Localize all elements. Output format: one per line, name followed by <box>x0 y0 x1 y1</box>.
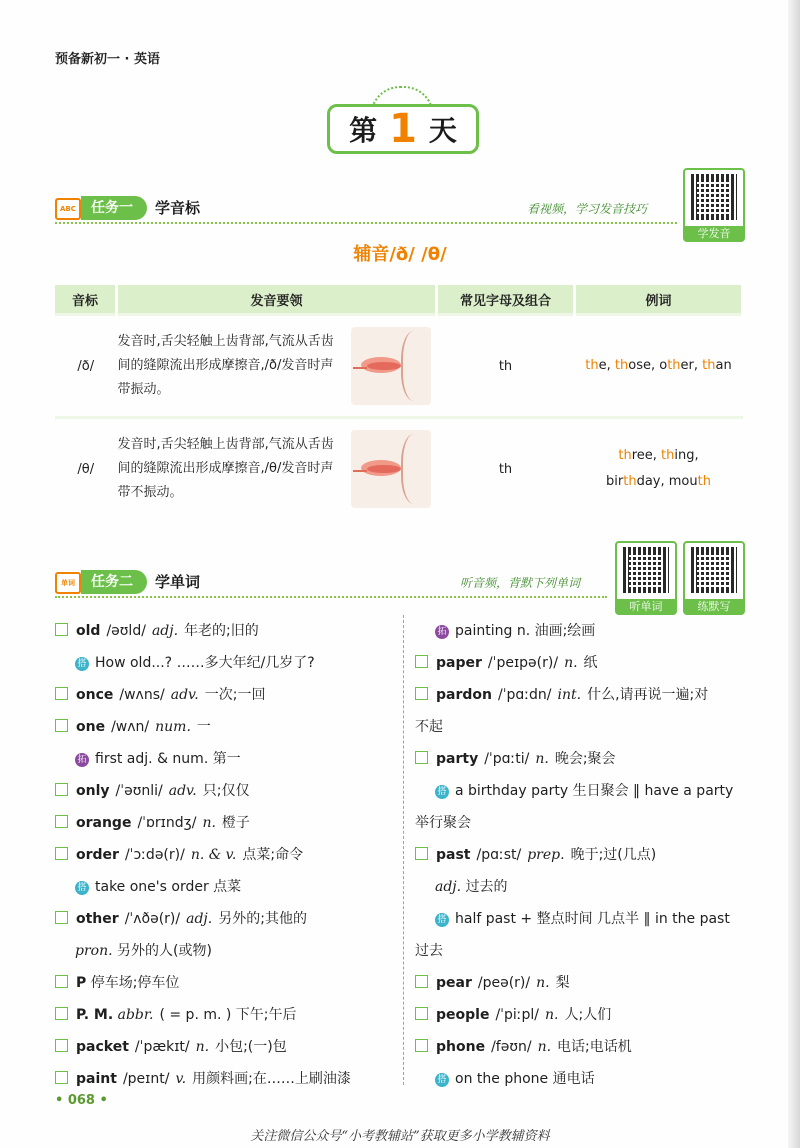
part-of-speech: adv. <box>168 783 197 799</box>
table-header-row <box>55 285 743 315</box>
qr-label-dictation[interactable]: 练默写 <box>683 599 745 615</box>
part-of-speech: int. <box>557 687 582 703</box>
collocation-tag-icon: 搭 <box>75 881 89 895</box>
checkbox[interactable] <box>415 1039 428 1052</box>
example-highlight: th <box>585 358 599 373</box>
list-item <box>415 967 750 999</box>
word: party <box>436 751 479 767</box>
extension-tag-icon: 拓 <box>75 753 89 767</box>
qr-code-pronunciation[interactable] <box>683 168 745 230</box>
collocation-tag-icon: 搭 <box>435 913 449 927</box>
list-item <box>55 839 395 871</box>
phrase: first adj. & num. 第一 <box>95 751 241 767</box>
word: P. M. <box>76 1007 114 1023</box>
list-item <box>415 647 750 679</box>
part-of-speech: abbr. <box>117 1007 154 1023</box>
table-row <box>55 418 743 520</box>
meaning: 年老的;旧的 <box>184 623 259 639</box>
extension-tag-icon: 拓 <box>435 625 449 639</box>
word: pear <box>436 975 472 991</box>
phrase: 举行聚会 <box>415 815 471 831</box>
task1-title: 学音标 <box>155 199 201 217</box>
part-of-speech: prep. <box>527 847 565 863</box>
th-description: 发音要领 <box>117 285 437 315</box>
meaning: 不起 <box>415 719 443 735</box>
part-of-speech: adj. <box>151 623 179 639</box>
page-number: • 068 • <box>55 1093 108 1108</box>
word: packet <box>76 1039 129 1055</box>
letters-cell: th <box>437 315 575 418</box>
qr-code-listen[interactable] <box>615 541 677 603</box>
phonetic: /ˈpɑːdn/ <box>497 687 552 703</box>
part-of-speech: n. <box>202 815 216 831</box>
qr-label-listen[interactable]: 听单词 <box>615 599 677 615</box>
example-text: er, <box>680 358 703 373</box>
phrase: half past + 整点时间 几点半 ‖ in the past <box>455 911 730 927</box>
checkbox[interactable] <box>55 1007 68 1020</box>
word: order <box>76 847 119 863</box>
abc-icon: ABC <box>55 198 81 220</box>
examples-cell <box>575 418 743 520</box>
continuation-line <box>415 935 750 967</box>
meaning: 停车场;停车位 <box>90 975 180 991</box>
part-of-speech: n. <box>195 1039 210 1055</box>
footer-note: 关注微信公众号“小考教辅站”获取更多小学教辅资料 <box>250 1129 550 1144</box>
meaning: 橙子 <box>221 815 250 831</box>
word: past <box>436 847 471 863</box>
continuation-line <box>415 807 750 839</box>
meaning: 小包;(一)包 <box>215 1039 287 1055</box>
list-item <box>55 711 395 743</box>
vocab-right-column <box>415 615 750 1095</box>
meaning: 一次;一回 <box>204 687 266 703</box>
meaning: 人;人们 <box>564 1007 612 1023</box>
example-text: an <box>715 358 732 373</box>
qr-label-pronunciation[interactable]: 学发音 <box>683 226 745 242</box>
description-cell <box>117 418 437 520</box>
phonetic: /wʌns/ <box>119 687 165 703</box>
phonetic: /peɪnt/ <box>122 1071 170 1087</box>
checkbox[interactable] <box>415 751 428 764</box>
word: P <box>76 975 87 991</box>
meaning: ( = p. m. ) 下午;午后 <box>159 1007 297 1023</box>
checkbox[interactable] <box>415 847 428 860</box>
task1-label: 任务一 <box>81 196 147 220</box>
phrase: painting n. 油画;绘画 <box>455 623 596 639</box>
phrase: How old...? ……多大年纪/几岁了? <box>95 655 315 671</box>
phonetic: /ˈɔːdə(r)/ <box>124 847 185 863</box>
day-suffix: 天 <box>428 114 457 147</box>
sub-item <box>55 935 395 967</box>
qr-pattern <box>691 174 737 220</box>
list-item <box>415 743 750 775</box>
meaning: 点菜;命令 <box>242 847 304 863</box>
task2-title: 学单词 <box>155 573 201 591</box>
list-item <box>55 999 395 1031</box>
description-cell <box>117 315 437 418</box>
example-highlight: th <box>697 474 711 489</box>
meaning: 晚会;聚会 <box>554 751 616 767</box>
sub-item <box>415 871 750 903</box>
phonetic: /ˈɒrɪndʒ/ <box>137 815 197 831</box>
example-highlight: th <box>702 358 716 373</box>
vocab-icon: 单词 <box>55 572 81 594</box>
mouth-diagram-image <box>351 430 431 508</box>
part-of-speech: adj. <box>435 879 462 895</box>
word: once <box>76 687 114 703</box>
task2-label: 任务二 <box>81 570 147 594</box>
th-examples: 例词 <box>575 285 743 315</box>
meaning: 什么,请再说一遍;对 <box>587 687 709 703</box>
meaning: 过去的 <box>465 879 508 895</box>
checkbox[interactable] <box>55 1071 68 1084</box>
list-item <box>415 1031 750 1063</box>
checkbox[interactable] <box>415 687 428 700</box>
example-highlight: th <box>623 474 637 489</box>
checkbox[interactable] <box>55 847 68 860</box>
phonetic: /ˈpiːpl/ <box>495 1007 540 1023</box>
list-item <box>55 775 395 807</box>
meaning: 梨 <box>555 975 570 991</box>
checkbox[interactable] <box>55 719 68 732</box>
day-prefix: 第 <box>349 114 378 147</box>
qr-pattern <box>623 547 669 593</box>
list-item <box>55 807 395 839</box>
page-number-text: 068 <box>67 1093 95 1108</box>
sub-item <box>415 903 750 935</box>
phonetic: /fəʊn/ <box>491 1039 532 1055</box>
list-item <box>55 967 395 999</box>
list-item <box>415 839 750 871</box>
word: orange <box>76 815 132 831</box>
example-highlight: th <box>618 448 632 463</box>
examples-cell <box>575 315 743 418</box>
part-of-speech: n. & v. <box>190 847 237 863</box>
description-text: 发音时,舌尖轻触上齿背部,气流从舌齿间的缝隙流出形成摩擦音,/θ/发音时声带不振动。 <box>117 437 334 500</box>
meaning: 电话;电话机 <box>557 1039 632 1055</box>
meaning: 晚于;过(几点) <box>570 847 657 863</box>
phonetic: /ˈpɑːti/ <box>484 751 530 767</box>
list-item <box>415 679 750 711</box>
list-item <box>55 1031 395 1063</box>
qr-pattern <box>691 547 737 593</box>
list-item <box>55 679 395 711</box>
phonetic: /ˈpeɪpə(r)/ <box>487 655 559 671</box>
part-of-speech: adj. <box>186 911 213 927</box>
collocation-tag-icon: 搭 <box>435 785 449 799</box>
checkbox[interactable] <box>55 687 68 700</box>
meaning: 另外的;其他的 <box>218 911 307 927</box>
example-text: day, mou <box>636 474 698 489</box>
running-header: 预备新初一 · 英语 <box>55 52 160 67</box>
collocation-tag-icon: 搭 <box>435 1073 449 1087</box>
word: old <box>76 623 101 639</box>
word: paint <box>76 1071 117 1087</box>
part-of-speech: n. <box>536 975 550 991</box>
part-of-speech: n. <box>535 751 549 767</box>
phonetic: /əʊld/ <box>106 623 146 639</box>
meaning: 纸 <box>583 655 598 671</box>
meaning: 一 <box>196 719 211 735</box>
day-badge <box>327 104 479 154</box>
qr-code-dictation[interactable] <box>683 541 745 603</box>
list-item <box>55 1063 395 1095</box>
example-highlight: th <box>667 358 681 373</box>
word: other <box>76 911 119 927</box>
sub-item <box>415 1063 750 1095</box>
task1-hint: 看视频，学习发音技巧 <box>527 202 648 216</box>
phrase: 过去 <box>415 943 443 959</box>
symbol-cell: /θ/ <box>55 418 117 520</box>
letters-cell: th <box>437 418 575 520</box>
page-edge <box>788 0 800 1148</box>
example-highlight: th <box>661 448 675 463</box>
word: pardon <box>436 687 492 703</box>
word: only <box>76 783 110 799</box>
task2-hint: 听音频，背默下列单词 <box>460 576 581 590</box>
word: people <box>436 1007 490 1023</box>
th-letters: 常见字母及组合 <box>437 285 575 315</box>
part-of-speech: n. <box>537 1039 552 1055</box>
meaning: 另外的人(或物) <box>117 943 212 959</box>
part-of-speech: adv. <box>170 687 199 703</box>
description-text: 发音时,舌尖轻触上齿背部,气流从舌齿间的缝隙流出形成摩擦音,/ð/发音时声带振动。 <box>117 334 334 397</box>
phonetic-table <box>55 285 744 519</box>
checkbox[interactable] <box>55 975 68 988</box>
checkbox[interactable] <box>55 1039 68 1052</box>
phrase: a birthday party 生日聚会 ‖ have a party <box>455 783 734 799</box>
list-item <box>55 903 395 935</box>
sub-item <box>55 871 395 903</box>
sub-item <box>415 775 750 807</box>
meaning: 用颜料画;在……上刷油漆 <box>192 1071 351 1087</box>
checkbox[interactable] <box>415 1007 428 1020</box>
phrase: take one's order 点菜 <box>95 879 242 895</box>
collocation-tag-icon: 搭 <box>75 657 89 671</box>
phonetic: /ˈʌðə(r)/ <box>124 911 181 927</box>
phonetic: /ˈpækɪt/ <box>134 1039 190 1055</box>
vocab-left-column <box>55 615 395 1095</box>
example-text: ree, <box>631 448 662 463</box>
sub-item <box>55 647 395 679</box>
phonetic: /wʌn/ <box>111 719 150 735</box>
mouth-diagram-image <box>351 327 431 405</box>
table-row <box>55 315 743 418</box>
task2-bar <box>55 570 607 598</box>
th-symbol: 音标 <box>55 285 117 315</box>
word: one <box>76 719 106 735</box>
word: paper <box>436 655 482 671</box>
part-of-speech: n. <box>564 655 578 671</box>
continuation-line <box>415 711 750 743</box>
sub-item <box>55 743 395 775</box>
checkbox[interactable] <box>55 815 68 828</box>
task1-bar <box>55 196 677 224</box>
part-of-speech: n. <box>545 1007 559 1023</box>
phonetic: /ˈəʊnli/ <box>115 783 163 799</box>
part-of-speech: pron. <box>75 943 113 959</box>
checkbox[interactable] <box>55 783 68 796</box>
meaning: 只;仅仅 <box>202 783 250 799</box>
sound-title: 辅音/ð/ /θ/ <box>353 244 447 265</box>
example-text: bir <box>606 474 624 489</box>
example-text: e, <box>598 358 615 373</box>
column-divider <box>403 615 404 1085</box>
checkbox[interactable] <box>415 655 428 668</box>
example-highlight: th <box>614 358 629 373</box>
part-of-speech: v. <box>175 1071 187 1087</box>
symbol-cell: /ð/ <box>55 315 117 418</box>
example-text: ose, o <box>628 358 668 373</box>
phonetic: /pɑːst/ <box>476 847 522 863</box>
list-item <box>55 615 395 647</box>
checkbox[interactable] <box>415 975 428 988</box>
phrase: on the phone 通电话 <box>455 1071 595 1087</box>
part-of-speech: num. <box>155 719 191 735</box>
sub-item <box>415 615 750 647</box>
phonetic: /peə(r)/ <box>477 975 531 991</box>
list-item <box>415 999 750 1031</box>
checkbox[interactable] <box>55 911 68 924</box>
day-number: 1 <box>389 106 417 152</box>
checkbox[interactable] <box>55 623 68 636</box>
word: phone <box>436 1039 486 1055</box>
example-text: ing, <box>674 448 699 463</box>
